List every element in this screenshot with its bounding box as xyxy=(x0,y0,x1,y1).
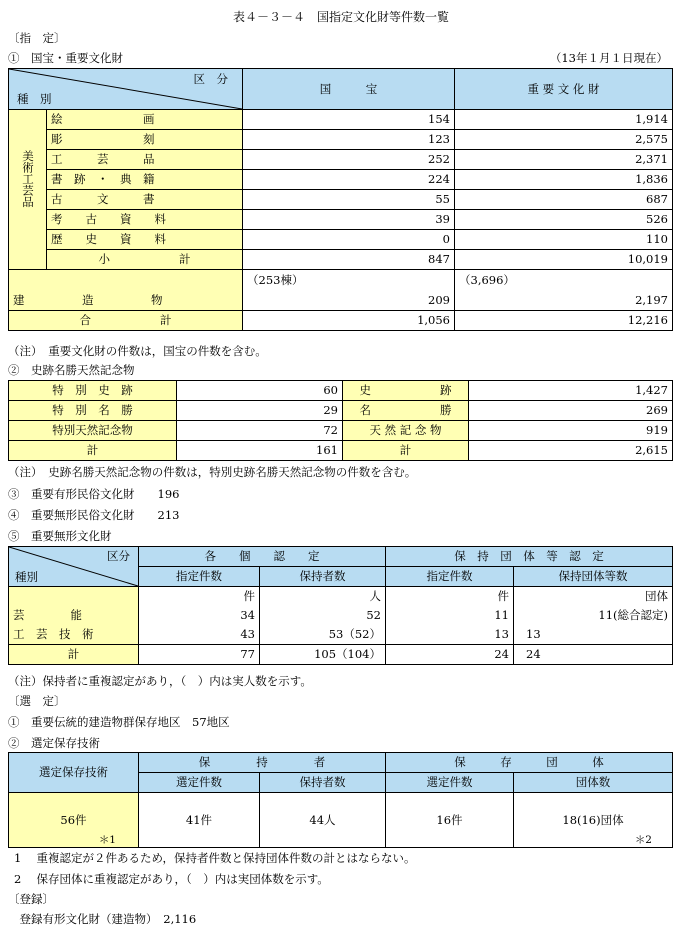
cell-value: 29 xyxy=(177,401,343,421)
building-kokuho-note: （253棟） xyxy=(247,273,304,287)
cell-kokuho: 154 xyxy=(243,110,455,130)
cell-juyo: 2,371 xyxy=(455,150,673,170)
cell-kokuho: 55 xyxy=(243,190,455,210)
group-hozon: 保 存 団 体 xyxy=(386,753,673,773)
toroku-header: 〔登録〕 xyxy=(8,892,54,906)
cell-kokuho: 123 xyxy=(243,130,455,150)
unit: 人 xyxy=(260,587,386,607)
building-kokuho xyxy=(243,270,455,311)
row-label: 名 勝 xyxy=(343,401,469,421)
col-kokuho: 国 宝 xyxy=(243,69,455,110)
sub-header: 選定件数 xyxy=(386,773,514,793)
corner-shubetsu: 種 別 xyxy=(17,92,52,106)
cell-juyo: 110 xyxy=(455,230,673,250)
cell-juyo: 1,836 xyxy=(455,170,673,190)
sub-header: 指定件数 xyxy=(386,567,514,587)
total-label: 計 xyxy=(9,441,177,461)
building-juyo-value: 2,197 xyxy=(635,293,668,307)
corner-header xyxy=(9,69,243,110)
note-s2: （注） 史跡名勝天然記念物の件数は，特別史跡名勝天然記念物の件数を含む。 xyxy=(8,465,417,479)
subtotal-kokuho: 847 xyxy=(243,250,455,270)
col-sentei: 選定保存技術 xyxy=(9,753,139,793)
table-sentei xyxy=(8,752,673,848)
total-juyo: 12,216 xyxy=(455,311,673,331)
row-label: 絵 画 xyxy=(47,110,243,130)
corner-header xyxy=(9,547,139,587)
cell-value: 11 xyxy=(386,606,514,625)
row-label: 工 芸 品 xyxy=(47,150,243,170)
total-label: 計 xyxy=(343,441,469,461)
toroku-line: 登録有形文化財（建造物） 2,116 xyxy=(8,912,197,926)
table-kokuho-juyo xyxy=(8,68,673,331)
row-label: 工 芸 技 術 xyxy=(9,625,139,645)
row-label: 特別天然記念物 xyxy=(9,421,177,441)
building-juyo xyxy=(455,270,673,311)
sub-header: 団体数 xyxy=(514,773,673,793)
section5-heading: ⑤ 重要無形文化財 xyxy=(8,529,112,543)
cell-juyo: 1,914 xyxy=(455,110,673,130)
row-label: 古 文 書 xyxy=(47,190,243,210)
cell-juyo: 2,575 xyxy=(455,130,673,150)
subtotal-juyo: 10,019 xyxy=(455,250,673,270)
cell-kokuho: 39 xyxy=(243,210,455,230)
row-label: 考 古 資 料 xyxy=(47,210,243,230)
cell-value: 16件 xyxy=(386,793,514,848)
section1-heading: ① 国宝・重要文化財 xyxy=(8,51,123,65)
cell-value: 269 xyxy=(469,401,673,421)
group-hojisha: 保 持 者 xyxy=(139,753,386,773)
row-label: 書 跡 ・ 典 籍 xyxy=(47,170,243,190)
cell-value: 919 xyxy=(469,421,673,441)
cell-value: 44人 xyxy=(260,793,386,848)
cell-value: 72 xyxy=(177,421,343,441)
cell-juyo: 526 xyxy=(455,210,673,230)
total-value: 2,615 xyxy=(469,441,673,461)
dantai-value: 18(16)団体 xyxy=(562,812,624,827)
group-kakko: 各 個 認 定 xyxy=(139,547,386,567)
cell-value: 43 xyxy=(139,625,260,645)
corner-kubun: 区分 xyxy=(107,549,130,563)
sentei-header: 〔選 定〕 xyxy=(8,694,66,708)
building-kokuho-value: 209 xyxy=(428,293,450,307)
mark-1: ＊1 xyxy=(98,834,116,846)
row-label: 天 然 記 念 物 xyxy=(343,421,469,441)
subtotal-label: 小 計 xyxy=(47,250,243,270)
cell-value: 13 xyxy=(514,625,673,645)
unit: 件 xyxy=(139,587,260,607)
cell-value: 41件 xyxy=(139,793,260,848)
total-value: 105（104） xyxy=(260,645,386,665)
total-kokuho: 1,056 xyxy=(243,311,455,331)
cell-value: 60 xyxy=(177,381,343,401)
total-label: 合 計 xyxy=(9,311,243,331)
section2-heading: ② 史跡名勝天然記念物 xyxy=(8,363,135,377)
page-title: 表４－３－４ 国指定文化財等件数一覧 xyxy=(232,10,449,24)
cell-kokuho: 252 xyxy=(243,150,455,170)
sub-header: 選定件数 xyxy=(139,773,260,793)
row-label: 特 別 名 勝 xyxy=(9,401,177,421)
sentei-note-2: 2 保存団体に重複認定があり，（ ）内は実団体数を示す。 xyxy=(14,872,329,886)
unit: 団体 xyxy=(514,587,673,607)
cell-juyo: 687 xyxy=(455,190,673,210)
total-value: 161 xyxy=(177,441,343,461)
row-label: 彫 刻 xyxy=(47,130,243,150)
sub-header: 指定件数 xyxy=(139,567,260,587)
cell-value: 1,427 xyxy=(469,381,673,401)
table-shiseki xyxy=(8,380,673,461)
total-value: 77 xyxy=(139,645,260,665)
note-s5: （注）保持者に重複認定があり，（ ）内は実人数を示す。 xyxy=(8,674,312,688)
sentei-note-1: 1 重複認定が２件あるため，保持者件数と保持団体件数の計とはならない。 xyxy=(14,851,416,865)
cell-value: 53（52） xyxy=(260,625,386,645)
mark-2: ＊2 xyxy=(634,834,652,846)
building-label: 建 造 物 xyxy=(9,270,243,311)
section3: ③ 重要有形民俗文化財 196 xyxy=(8,487,180,501)
cell-value: 13 xyxy=(386,625,514,645)
table-mukei xyxy=(8,546,673,665)
cell-sentei xyxy=(9,793,139,848)
total-value: 24 xyxy=(514,645,673,665)
corner-kubun: 区 分 xyxy=(193,72,228,86)
unit-label-blank xyxy=(9,587,139,607)
note-s1: （注） 重要文化財の件数は，国宝の件数を含む。 xyxy=(8,344,267,358)
corner-shubetsu: 種別 xyxy=(15,570,38,584)
cell-dantai xyxy=(514,793,673,848)
row-label: 特 別 史 跡 xyxy=(9,381,177,401)
row-label: 歴 史 資 料 xyxy=(47,230,243,250)
sentei-1: ① 重要伝統的建造物群保存地区 57地区 xyxy=(8,715,230,729)
col-juyo: 重 要 文 化 財 xyxy=(455,69,673,110)
cell-kokuho: 224 xyxy=(243,170,455,190)
shitei-header: 〔指 定〕 xyxy=(8,31,66,45)
cell-value: 11(総合認定) xyxy=(514,606,673,625)
cell-value: 52 xyxy=(260,606,386,625)
sub-header: 保持団体等数 xyxy=(514,567,673,587)
sentei-value: 56件 xyxy=(60,812,87,827)
row-label: 芸 能 xyxy=(9,606,139,625)
cell-value: 34 xyxy=(139,606,260,625)
sentei-2-heading: ② 選定保存技術 xyxy=(8,736,100,750)
section4: ④ 重要無形民俗文化財 213 xyxy=(8,508,180,522)
unit: 件 xyxy=(386,587,514,607)
total-label: 計 xyxy=(9,645,139,665)
row-label: 史 跡 xyxy=(343,381,469,401)
group-hoji: 保 持 団 体 等 認 定 xyxy=(386,547,673,567)
total-value: 24 xyxy=(386,645,514,665)
date-note: （13年１月１日現在） xyxy=(549,51,668,65)
sub-header: 保持者数 xyxy=(260,773,386,793)
sub-header: 保持者数 xyxy=(260,567,386,587)
cell-kokuho: 0 xyxy=(243,230,455,250)
building-juyo-note: （3,696） xyxy=(459,273,515,287)
group-bijutsu: 美術工芸品 xyxy=(9,110,47,270)
